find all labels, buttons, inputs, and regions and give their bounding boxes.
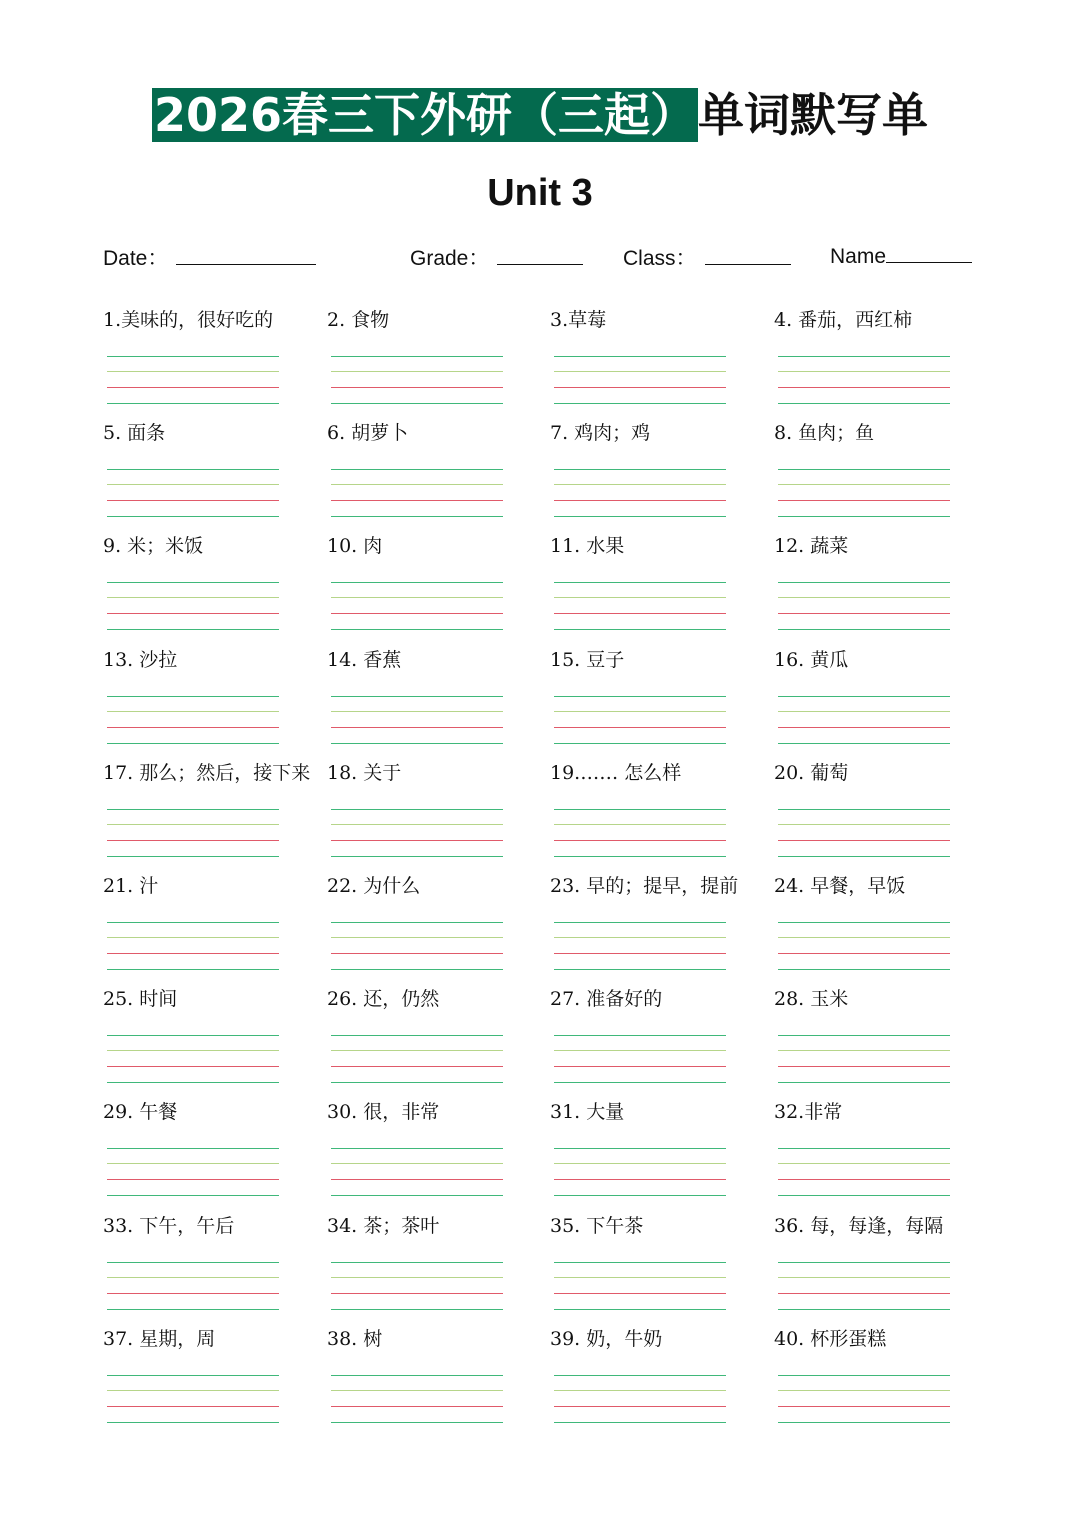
writing-line [331, 1148, 503, 1149]
vocab-item [550, 419, 774, 532]
vocab-item [103, 306, 327, 419]
vocab-prompt: 38. 树 [327, 1327, 383, 1350]
writing-line [331, 1277, 503, 1278]
vocab-prompt: 12. 蔬菜 [774, 535, 849, 558]
writing-line [331, 597, 503, 598]
vocab-prompt: 33. 下午，午后 [103, 1214, 235, 1237]
class-field[interactable] [623, 242, 791, 272]
vocab-item [550, 872, 774, 985]
writing-line [778, 484, 950, 485]
writing-line [331, 469, 503, 470]
writing-line [554, 824, 726, 825]
writing-line [331, 1293, 503, 1294]
writing-line [554, 1163, 726, 1164]
writing-line [107, 1082, 279, 1083]
writing-line [778, 953, 950, 954]
writing-line [554, 953, 726, 954]
writing-line [554, 840, 726, 841]
vocab-prompt: 3.草莓 [550, 309, 607, 331]
date-blank[interactable] [176, 244, 316, 265]
writing-line [778, 516, 950, 517]
writing-line [778, 1422, 950, 1423]
writing-line [554, 1262, 726, 1263]
writing-line [778, 1163, 950, 1164]
writing-line [107, 356, 279, 357]
vocab-prompt: 20. 葡萄 [774, 761, 849, 784]
writing-line [778, 597, 950, 598]
writing-line [331, 629, 503, 630]
writing-line [107, 711, 279, 712]
writing-line [331, 1082, 503, 1083]
writing-line [107, 840, 279, 841]
writing-line [331, 696, 503, 697]
writing-line [554, 711, 726, 712]
writing-line [331, 371, 503, 372]
writing-line [554, 1179, 726, 1180]
vocab-prompt: 21. 汁 [103, 875, 159, 897]
writing-line [778, 1148, 950, 1149]
writing-line [331, 727, 503, 728]
writing-line [778, 696, 950, 697]
writing-line [554, 356, 726, 357]
vocab-item [550, 759, 774, 872]
title-highlight: 2026春三下外研（三起） [153, 88, 697, 142]
unit-heading: Unit 3 [487, 172, 593, 214]
writing-line [554, 613, 726, 614]
writing-line [778, 1309, 950, 1310]
vocab-item [550, 985, 774, 1098]
writing-line [107, 953, 279, 954]
writing-line [331, 1195, 503, 1196]
writing-line [331, 1163, 503, 1164]
writing-line [554, 582, 726, 583]
writing-line [554, 922, 726, 923]
vocab-prompt: 11. 水果 [550, 535, 625, 558]
writing-line [331, 1050, 503, 1051]
name-label: Name [830, 245, 887, 268]
vocab-item [550, 1212, 774, 1325]
vocab-prompt: 23. 早的；提早，提前 [550, 875, 739, 897]
vocab-item [103, 1325, 327, 1438]
writing-line [107, 1375, 279, 1376]
writing-line [554, 1277, 726, 1278]
writing-line [107, 582, 279, 583]
writing-line [107, 1422, 279, 1423]
writing-line [778, 727, 950, 728]
grade-blank[interactable] [497, 244, 583, 265]
writing-line [107, 629, 279, 630]
writing-line [107, 484, 279, 485]
writing-line [554, 1390, 726, 1391]
vocab-item [774, 872, 998, 985]
writing-line [331, 969, 503, 970]
vocab-prompt: 19.…… 怎么样 [550, 761, 682, 784]
vocab-prompt: 27. 准备好的 [550, 988, 663, 1011]
writing-line [778, 840, 950, 841]
writing-line [331, 613, 503, 614]
writing-line [107, 469, 279, 470]
writing-line [554, 727, 726, 728]
writing-line [331, 1309, 503, 1310]
writing-line [554, 1406, 726, 1407]
writing-line [778, 1390, 950, 1391]
writing-line [778, 1375, 950, 1376]
vocab-prompt: 16. 黄瓜 [774, 648, 849, 671]
writing-line [107, 500, 279, 501]
worksheet-title [0, 86, 1080, 144]
vocab-prompt: 1.美味的，很好吃的 [103, 309, 274, 331]
writing-line [331, 403, 503, 404]
writing-line [331, 711, 503, 712]
vocab-prompt: 29. 午餐 [103, 1101, 178, 1124]
writing-line [554, 1293, 726, 1294]
writing-line [331, 1422, 503, 1423]
writing-line [107, 824, 279, 825]
vocab-prompt: 39. 奶，牛奶 [550, 1327, 663, 1350]
writing-line [554, 1035, 726, 1036]
writing-line [331, 743, 503, 744]
vocab-item [774, 1325, 998, 1438]
writing-line [778, 743, 950, 744]
writing-line [107, 516, 279, 517]
writing-line [331, 922, 503, 923]
writing-line [554, 500, 726, 501]
writing-line [107, 727, 279, 728]
grade-field[interactable] [410, 242, 583, 272]
writing-line [107, 922, 279, 923]
writing-line [331, 500, 503, 501]
class-label: Class： [623, 247, 697, 270]
writing-line [778, 387, 950, 388]
vocab-item [327, 872, 551, 985]
vocab-item [774, 532, 998, 645]
vocab-prompt: 18. 关于 [327, 761, 402, 784]
writing-line [778, 1066, 950, 1067]
writing-line [107, 387, 279, 388]
writing-line [554, 371, 726, 372]
vocab-prompt: 22. 为什么 [327, 875, 421, 897]
vocab-prompt: 26. 还，仍然 [327, 988, 440, 1011]
writing-line [778, 856, 950, 857]
vocab-prompt: 6. 胡萝卜 [327, 422, 409, 445]
writing-line [778, 922, 950, 923]
writing-line [554, 597, 726, 598]
writing-line [107, 1179, 279, 1180]
writing-line [107, 937, 279, 938]
writing-line [554, 469, 726, 470]
vocab-item [327, 532, 551, 645]
vocab-item [327, 1325, 551, 1438]
writing-line [778, 1050, 950, 1051]
vocab-item [774, 306, 998, 419]
vocab-item [327, 1212, 551, 1325]
writing-line [778, 937, 950, 938]
writing-line [778, 1277, 950, 1278]
writing-line [554, 743, 726, 744]
writing-line [331, 1179, 503, 1180]
vocab-prompt: 31. 大量 [550, 1101, 625, 1124]
vocab-prompt: 24. 早餐，早饭 [774, 875, 906, 897]
vocab-prompt: 40. 杯形蛋糕 [774, 1327, 887, 1350]
vocab-prompt: 13. 沙拉 [103, 648, 178, 671]
writing-line [554, 1066, 726, 1067]
writing-line [554, 696, 726, 697]
writing-line [778, 629, 950, 630]
writing-line [778, 824, 950, 825]
writing-line [778, 469, 950, 470]
vocab-item [327, 419, 551, 532]
writing-line [331, 1406, 503, 1407]
vocab-item [774, 646, 998, 759]
vocab-prompt: 14. 香蕉 [327, 648, 402, 671]
vocab-prompt: 37. 星期，周 [103, 1327, 216, 1350]
vocab-item [774, 1212, 998, 1325]
writing-line [331, 809, 503, 810]
vocab-prompt: 28. 玉米 [774, 988, 849, 1011]
writing-line [778, 371, 950, 372]
writing-line [778, 613, 950, 614]
writing-line [778, 809, 950, 810]
writing-line [107, 1035, 279, 1036]
writing-line [107, 969, 279, 970]
vocab-item [550, 1325, 774, 1438]
writing-line [331, 356, 503, 357]
writing-line [331, 856, 503, 857]
vocab-prompt: 15. 豆子 [550, 648, 625, 671]
vocab-item [327, 646, 551, 759]
writing-line [331, 516, 503, 517]
writing-line [554, 1082, 726, 1083]
writing-line [778, 1179, 950, 1180]
writing-line [331, 824, 503, 825]
writing-line [107, 1293, 279, 1294]
vocab-item [774, 419, 998, 532]
writing-line [778, 1406, 950, 1407]
writing-line [107, 597, 279, 598]
vocab-item [327, 759, 551, 872]
class-blank[interactable] [705, 244, 791, 265]
writing-line [778, 1293, 950, 1294]
vocab-item [103, 532, 327, 645]
writing-line [554, 809, 726, 810]
writing-line [107, 1148, 279, 1149]
writing-line [107, 1390, 279, 1391]
writing-line [107, 856, 279, 857]
vocab-item [103, 985, 327, 1098]
writing-line [107, 371, 279, 372]
writing-line [554, 1309, 726, 1310]
writing-line [107, 403, 279, 404]
writing-line [331, 840, 503, 841]
writing-line [778, 1262, 950, 1263]
writing-line [331, 582, 503, 583]
vocab-prompt: 8. 鱼肉；鱼 [774, 422, 875, 445]
writing-line [331, 484, 503, 485]
writing-line [554, 1050, 726, 1051]
writing-line [554, 1375, 726, 1376]
writing-line [778, 582, 950, 583]
vocab-item [774, 759, 998, 872]
writing-line [778, 356, 950, 357]
vocab-prompt: 35. 下午茶 [550, 1214, 644, 1237]
vocab-prompt: 36. 每，每逢，每隔 [774, 1214, 944, 1237]
writing-line [554, 629, 726, 630]
vocab-item [103, 1212, 327, 1325]
vocab-item [550, 646, 774, 759]
writing-line [778, 1082, 950, 1083]
writing-line [554, 1422, 726, 1423]
vocab-prompt: 25. 时间 [103, 988, 178, 1011]
vocab-item [774, 1098, 998, 1211]
name-blank[interactable] [886, 242, 972, 263]
writing-line [107, 1309, 279, 1310]
writing-line [331, 1375, 503, 1376]
writing-line [331, 1066, 503, 1067]
writing-line [107, 743, 279, 744]
vocab-item [103, 759, 327, 872]
vocab-item [103, 872, 327, 985]
date-label: Date： [103, 247, 169, 270]
writing-line [554, 1195, 726, 1196]
vocab-item [774, 985, 998, 1098]
writing-line [778, 711, 950, 712]
writing-line [331, 1390, 503, 1391]
writing-line [778, 1195, 950, 1196]
writing-line [331, 937, 503, 938]
title-rest: 单词默写单 [698, 88, 929, 142]
writing-line [778, 500, 950, 501]
writing-line [107, 1406, 279, 1407]
writing-line [331, 387, 503, 388]
writing-line [107, 1050, 279, 1051]
vocab-prompt: 32.非常 [774, 1101, 843, 1124]
writing-line [778, 1035, 950, 1036]
vocab-item [103, 419, 327, 532]
writing-line [107, 1262, 279, 1263]
vocab-item [327, 306, 551, 419]
writing-line [554, 516, 726, 517]
vocab-prompt: 9. 米；米饭 [103, 535, 204, 558]
vocab-item [103, 1098, 327, 1211]
writing-line [107, 1066, 279, 1067]
vocab-prompt: 34. 茶；茶叶 [327, 1214, 440, 1237]
writing-line [107, 613, 279, 614]
writing-line [107, 1163, 279, 1164]
writing-line [554, 1148, 726, 1149]
writing-line [554, 387, 726, 388]
vocab-item [550, 532, 774, 645]
vocab-prompt: 17. 那么；然后，接下来 [103, 761, 311, 784]
writing-line [107, 1277, 279, 1278]
vocab-prompt: 4. 番茄，西红柿 [774, 309, 913, 331]
writing-line [554, 969, 726, 970]
writing-line [554, 484, 726, 485]
vocab-prompt: 5. 面条 [103, 422, 166, 445]
writing-line [554, 856, 726, 857]
name-field[interactable] [830, 242, 972, 269]
writing-line [331, 1262, 503, 1263]
writing-line [554, 937, 726, 938]
vocab-prompt: 7. 鸡肉；鸡 [550, 422, 651, 445]
writing-line [778, 403, 950, 404]
writing-line [331, 953, 503, 954]
vocab-item [327, 1098, 551, 1211]
writing-line [107, 809, 279, 810]
vocab-prompt: 10. 肉 [327, 535, 383, 558]
vocab-item [550, 1098, 774, 1211]
vocab-prompt: 30. 很，非常 [327, 1101, 440, 1124]
vocab-item [327, 985, 551, 1098]
vocab-item [103, 646, 327, 759]
writing-line [554, 403, 726, 404]
grade-label: Grade： [410, 247, 490, 270]
writing-line [107, 696, 279, 697]
writing-line [107, 1195, 279, 1196]
date-field[interactable] [103, 242, 316, 272]
vocab-item [550, 306, 774, 419]
vocab-prompt: 2. 食物 [327, 309, 390, 331]
writing-line [778, 969, 950, 970]
writing-line [331, 1035, 503, 1036]
